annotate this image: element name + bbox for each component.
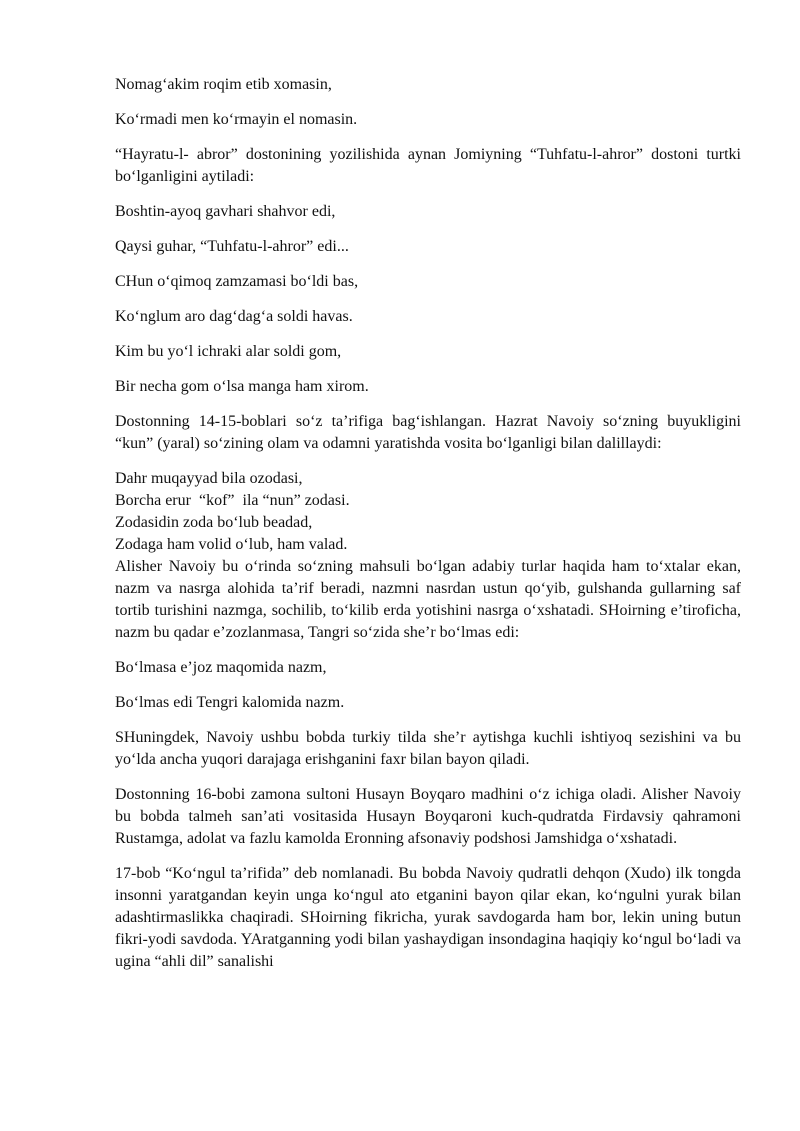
verse-line: Bo‘lmasa e’joz maqomida nazm, xyxy=(115,659,327,676)
verse-line: Zodaga ham volid o‘lub, ham valad. xyxy=(115,536,348,553)
verse-block xyxy=(115,468,741,556)
paragraph: Dostonning 16-bobi zamona sultoni Husayn Boyqaro madhini o‘z ichiga oladi. Alisher Navoiy bu bobda talmeh san’ati vositasida Husayn Boyqaroni kuch-qudratda Firdavsiy qahramoni Rustamga, adolat va fazlu kamolda Eronning afsonaviy podshosi Jamshidga o‘xshatadi. xyxy=(115,786,741,847)
verse-line: Qaysi guhar, “Tuhfatu-l-ahror” edi... xyxy=(115,238,349,255)
verse-line: Ko‘rmadi men ko‘rmayin el nomasin. xyxy=(115,111,358,128)
verse-line: CHun o‘qimoq zamzamasi bo‘ldi bas, xyxy=(115,273,359,290)
paragraph: SHuningdek, Navoiy ushbu bobda turkiy tilda she’r aytishga kuchli ishtiyoq sezishini va bu yo‘lda ancha yuqori darajaga erishganini faxr bilan bayon qiladi. xyxy=(115,729,741,768)
verse-line: Kim bu yo‘l ichraki alar soldi gom, xyxy=(115,343,342,360)
document-body xyxy=(115,74,741,986)
verse-line: Ko‘nglum aro dag‘dag‘a soldi havas. xyxy=(115,308,353,325)
paragraph: “Hayratu-l- abror” dostonining yozilishida aynan Jomiyning “Tuhfatu-l-ahror” dostoni turtki bo‘lganligini aytiladi: xyxy=(115,146,741,185)
paragraph: Dostonning 14-15-boblari so‘z ta’rifiga bag‘ishlangan. Hazrat Navoiy so‘zning buyukligini “kun” (yaral) so‘zining olam va odamni yaratishda vosita bo‘lganligi bilan dalillaydi: xyxy=(115,413,741,452)
verse-line: Bo‘lmas edi Tengri kalomida nazm. xyxy=(115,694,345,711)
paragraph: 17-bob “Ko‘ngul ta’rifida” deb nomlanadi. Bu bobda Navoiy qudratli dehqon (Xudo) ilk tongda insonni yaratgandan keyin unga ko‘ngul ato etganini bayon qilar ekan, ko‘ngulni yurak bilan adashtirmaslikka chaqiradi. SHoirning fikricha, yurak savdogarda ham bor, lekin uning butun fikri-yodi savdoda. YAratganning yodi bilan yashaydigan insondagina haqiqiy ko‘ngul bo‘ladi va ugina “ahli dil” sanalishi xyxy=(115,865,741,970)
verse-line: Bir necha gom o‘lsa manga ham xirom. xyxy=(115,378,369,395)
paragraph: Alisher Navoiy bu o‘rinda so‘zning mahsuli bo‘lgan adabiy turlar haqida ham to‘xtalar ekan, nazm va nasrga alohida ta’rif beradi, nazmni nasrdan ustun qo‘yib, gulshanda gullarning saf tortib turishini nazmga, sochilib, to‘kilib erda yotishini nasrga o‘xshatadi. SHoirning e’tiroficha, nazm bu qadar e’zozlanmasa, Tangri so‘zida she’r bo‘lmas edi: xyxy=(115,558,741,641)
verse-line: Dahr muqayyad bila ozodasi, xyxy=(115,470,303,487)
verse-line: Zodasidin zoda bo‘lub beadad, xyxy=(115,514,313,531)
verse-line: Boshtin-ayoq gavhari shahvor edi, xyxy=(115,203,336,220)
verse-line: Borcha erur “kof” ila “nun” zodasi. xyxy=(115,492,350,509)
verse-line: Nomag‘akim roqim etib xomasin, xyxy=(115,76,332,93)
